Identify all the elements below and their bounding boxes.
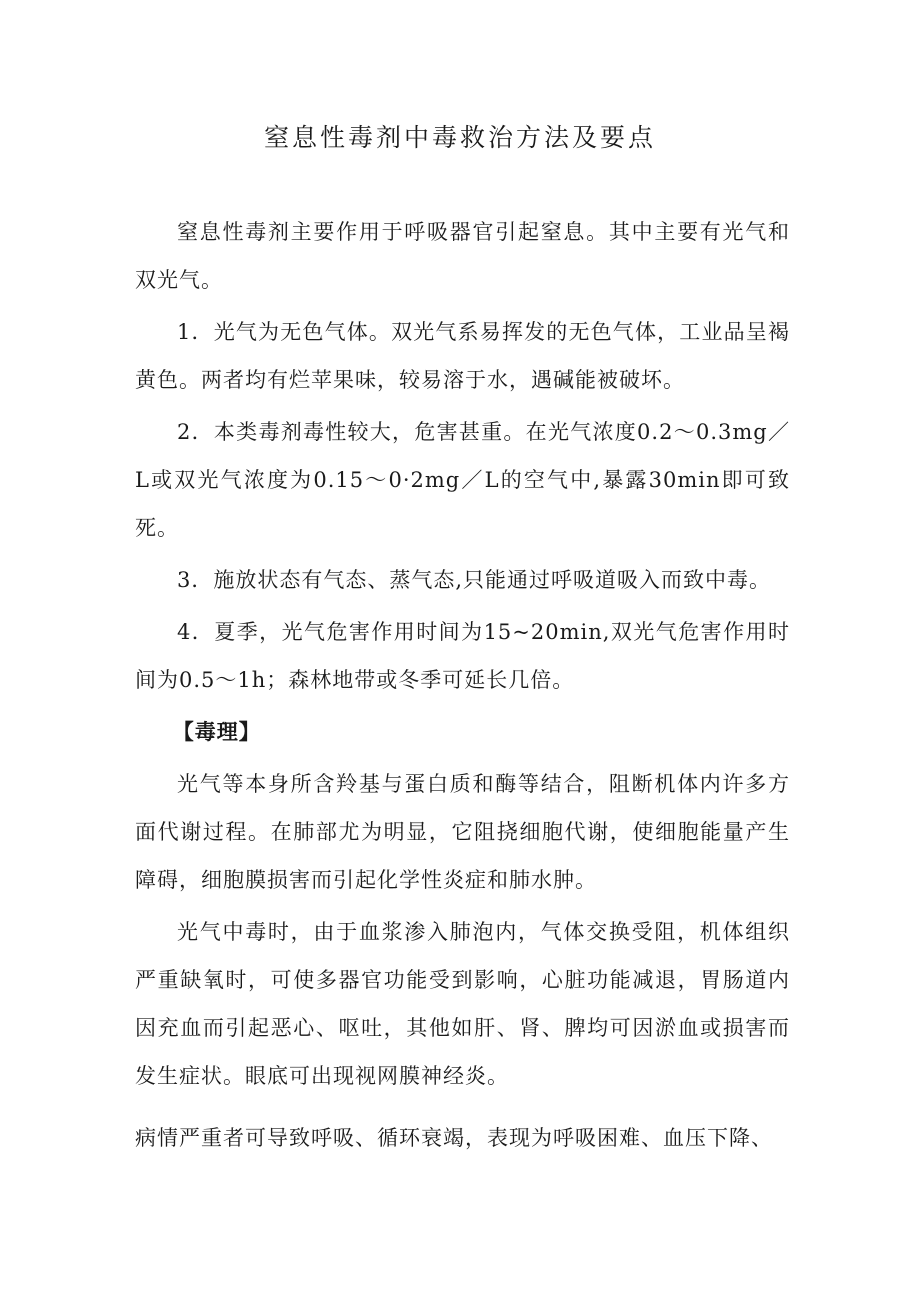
item-paragraph-4: 4．夏季，光气危害作用时间为15~20min,双光气危害作用时间为0.5～1h；森林地带或冬季可延长几倍。 bbox=[135, 620, 790, 692]
item-paragraph-3: 3．施放状态有气态、蒸气态,只能通过呼吸道吸入而致中毒。 bbox=[177, 568, 772, 592]
trailing-line: 病情严重者可导致呼吸、循环衰竭，表现为呼吸困难、血压下降、 bbox=[135, 1126, 773, 1150]
toxicology-paragraph-2: 光气中毒时，由于血浆渗入肺泡内，气体交换受阻，机体组织严重缺氧时，可使多器官功能受到影响，心脏功能减退，胃肠道内因充血而引起恶心、呕吐，其他如肝、肾、脾均可因淤血或损害而发生症状。眼底可出现视网膜神经炎。 bbox=[135, 920, 790, 1088]
item-paragraph-2: 2．本类毒剂毒性较大，危害甚重。在光气浓度0.2～0.3mg／L或双光气浓度为0.15～0·2mg／L的空气中,暴露30min即可致死。 bbox=[135, 420, 790, 540]
document-body bbox=[135, 208, 790, 1166]
toxicology-paragraph-1: 光气等本身所含羚基与蛋白质和酶等结合，阻断机体内许多方面代谢过程。在肺部尤为明显，它阻挠细胞代谢，使细胞能量产生障碍，细胞膜损害而引起化学性炎症和肺水肿。 bbox=[135, 772, 790, 892]
intro-paragraph: 窒息性毒剂主要作用于呼吸器官引起窒息。其中主要有光气和双光气。 bbox=[135, 220, 790, 292]
document-title: 窒息性毒剂中毒救治方法及要点 bbox=[263, 123, 656, 152]
section-heading-toxicology: 【毒理】 bbox=[172, 719, 261, 744]
item-paragraph-1: 1．光气为无色气体。双光气系易挥发的无色气体，工业品呈褐黄色。两者均有烂苹果味，较易溶于水，遇碱能被破坏。 bbox=[135, 320, 790, 392]
